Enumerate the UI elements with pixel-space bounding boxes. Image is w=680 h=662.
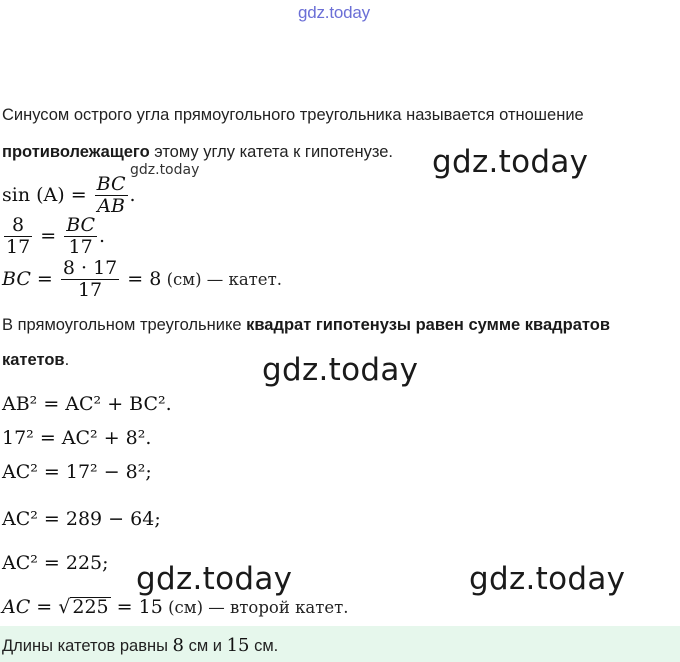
fraction-denominator: 17: [68, 235, 93, 258]
answer-post: см.: [249, 637, 279, 655]
fraction-denominator: AB: [97, 194, 125, 217]
definition-line-2: [2, 143, 393, 162]
fraction-numerator: BC: [96, 173, 126, 195]
answer-text: [2, 635, 278, 656]
answer-mid: см и: [184, 637, 227, 655]
pythagoras-bold: квадрат гипотенузы равен сумме квадратов: [246, 316, 610, 334]
eq-end: .: [129, 183, 136, 206]
watermark: gdz.today: [469, 561, 626, 597]
fraction-numerator: 8 · 17: [62, 257, 118, 279]
fraction: [64, 216, 97, 258]
answer-value-2: 15: [226, 635, 250, 656]
fraction: [95, 175, 128, 217]
pythagoras-line-1: [2, 316, 610, 335]
definition-line-1: Синусом острого угла прямоугольного треугольника называется отношение: [2, 106, 584, 124]
watermark-small: gdz.today: [130, 162, 200, 178]
answer-pre: Длины катетов равны: [2, 637, 173, 655]
fraction-numerator: 8: [4, 216, 32, 237]
watermark: gdz.today: [136, 561, 293, 597]
equation-3: AC² = 17² − 8²;: [2, 461, 152, 483]
watermark-top: gdz.today: [298, 3, 370, 22]
fraction: [61, 259, 119, 301]
watermark: gdz.today: [262, 352, 419, 388]
pythagoras-bold-2: катетов: [2, 351, 65, 369]
fraction: [4, 216, 32, 258]
equation-6: [2, 596, 349, 618]
eq-sign: =: [34, 224, 63, 247]
equation-ratio: [2, 216, 105, 258]
eq-end: .: [99, 224, 106, 247]
sqrt-sign: √: [58, 596, 71, 618]
answer-box: [0, 626, 680, 662]
watermark: gdz.today: [432, 144, 589, 180]
fraction-denominator: 17: [6, 235, 31, 258]
equation-1: AB² = AC² + BC².: [2, 393, 172, 415]
definition-rest: этому углу катета к гипотенузе.: [149, 143, 393, 161]
fraction-numerator: BC: [66, 214, 96, 236]
definition-bold: противолежащего: [2, 143, 150, 161]
eq-bc-rhs: = 8: [121, 267, 162, 290]
fraction-denominator: 17: [77, 278, 103, 301]
equation-bc: [2, 259, 282, 301]
equation-4: AC² = 289 − 64;: [2, 508, 161, 530]
pythagoras-line-2: [2, 351, 69, 370]
equation-sin: [2, 175, 136, 217]
eq-bc-lhs: BC =: [2, 267, 59, 290]
pythagoras-post: .: [64, 351, 70, 369]
sqrt-radicand: 225: [72, 596, 109, 618]
equation-5: AC² = 225;: [2, 552, 109, 574]
eq6-lhs: AC =: [2, 596, 59, 618]
eq-bc-unit: (см) — катет.: [161, 269, 282, 289]
eq-sin-lhs: sin (A) =: [2, 183, 93, 206]
pythagoras-pre: В прямоугольном треугольнике: [2, 316, 247, 334]
equation-2: 17² = AC² + 8².: [2, 427, 152, 449]
answer-value-1: 8: [172, 635, 184, 656]
eq6-unit: (см) — второй катет.: [162, 598, 349, 617]
eq6-rhs: = 15: [110, 596, 163, 618]
